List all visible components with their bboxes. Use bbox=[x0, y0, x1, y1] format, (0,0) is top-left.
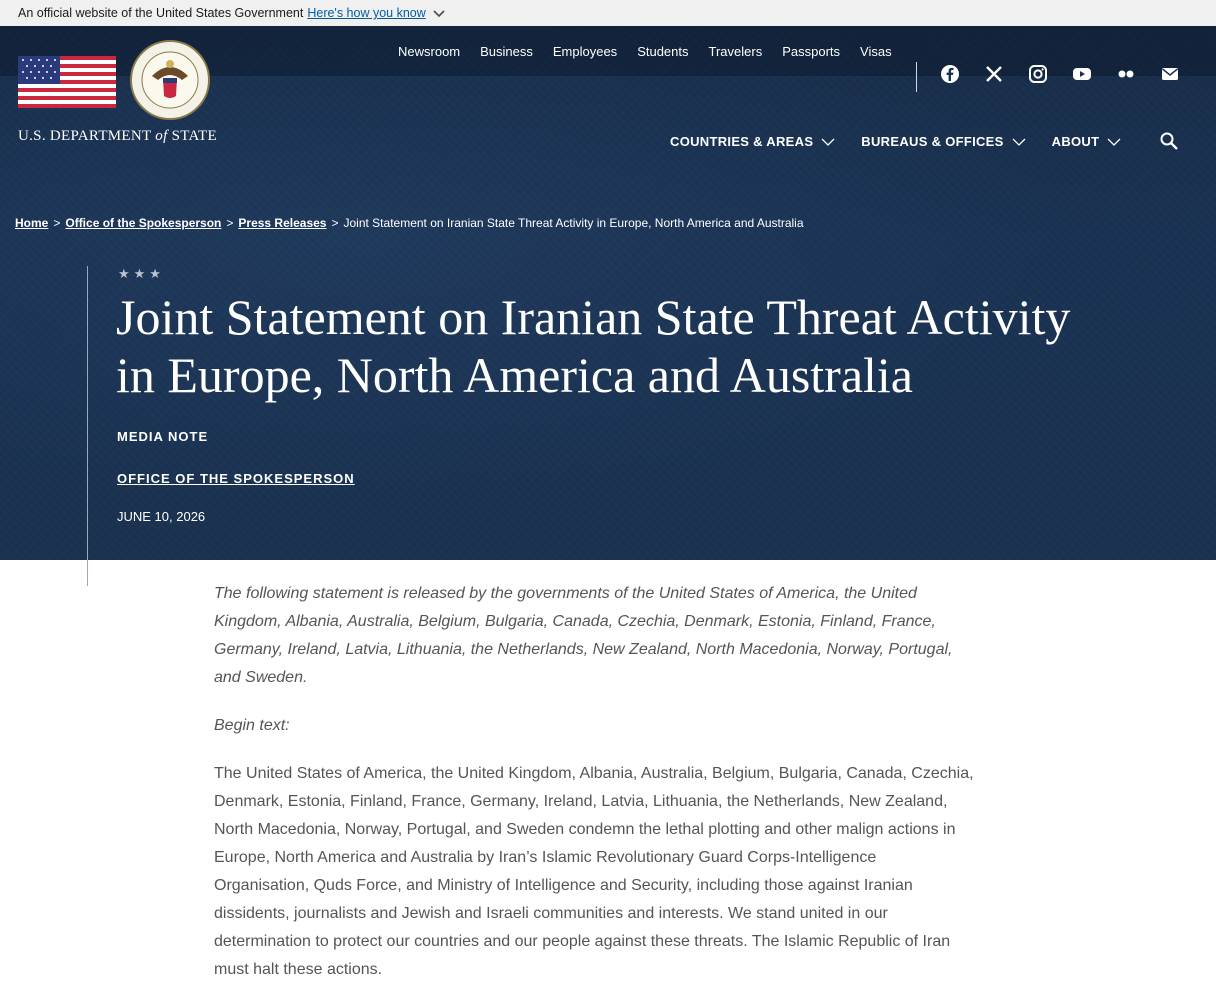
agency-wordmark bbox=[18, 128, 217, 145]
social-links bbox=[940, 64, 1180, 84]
nav-bureaus-label: BUREAUS & OFFICES bbox=[861, 134, 1004, 149]
nav-about-label: ABOUT bbox=[1051, 134, 1100, 149]
nav-students[interactable]: Students bbox=[637, 43, 689, 59]
wordmark-of: of bbox=[155, 128, 168, 144]
chevron-down-icon bbox=[821, 137, 835, 147]
breadcrumb-current: Joint Statement on Iranian State Threat Activity in Europe, North America and Australia bbox=[343, 216, 804, 230]
nav-about[interactable] bbox=[1052, 134, 1122, 149]
breadcrumb: Home > Office of the Spokesperson > Press Releases > Joint Statement on Iranian State Threat Activity in Europe, North America and Australia bbox=[15, 216, 804, 230]
instagram-icon[interactable] bbox=[1028, 64, 1048, 84]
nav-business[interactable]: Business bbox=[480, 43, 533, 59]
article-body bbox=[214, 580, 974, 1004]
us-flag-icon bbox=[18, 56, 116, 108]
facebook-icon[interactable] bbox=[940, 64, 960, 84]
email-icon[interactable] bbox=[1160, 64, 1180, 84]
nav-newsroom[interactable]: Newsroom bbox=[398, 43, 461, 59]
nav-travelers[interactable]: Travelers bbox=[708, 43, 763, 59]
how-you-know-link[interactable]: Here's how you know bbox=[307, 6, 426, 20]
nav-passports[interactable]: Passports bbox=[782, 43, 841, 59]
page-title: Joint Statement on Iranian State Threat Activity in Europe, North America and Australia bbox=[116, 289, 1071, 403]
article-type: MEDIA NOTE bbox=[117, 429, 209, 444]
youtube-icon[interactable] bbox=[1072, 64, 1092, 84]
state-seal-icon bbox=[130, 40, 210, 120]
wordmark-dept: U.S. DEPARTMENT bbox=[18, 128, 152, 144]
breadcrumb-press-releases[interactable]: Press Releases bbox=[238, 216, 327, 230]
body-paragraph: The United States of America, the United Kingdom, Albania, Australia, Belgium, Bulgaria, Canada, Czechia, Denmark, Estonia, Finland, France, Germany, Ireland, Latvia, Lithuania, the Netherlands, New Zealand, North Macedonia, Norway, Portugal, and Sweden condemn the lethal plotting and other malign actions in Europe, North America and Australia by Iran’s Islamic Revolutionary Guard Corps-Intelligence Organisation, Quds Force, and Ministry of Intelligence and Security, including those against Iranian dissidents, journalists and Jewish and Israeli communities and interests. We stand united in our determination to protect our countries and our people against these threats. The Islamic Republic of Iran must halt these actions. bbox=[214, 765, 974, 978]
chevron-down-icon bbox=[1012, 137, 1026, 147]
nav-divider bbox=[916, 62, 917, 92]
nav-countries-label: COUNTRIES & AREAS bbox=[670, 134, 814, 149]
intro-paragraph: The following statement is released by the governments of the United States of America, the United Kingdom, Albania, Australia, Belgium, Bulgaria, Canada, Czechia, Denmark, Estonia, Finland, France, Germany, Ireland, Latvia, Lithuania, the Netherlands, New Zealand, North Macedonia, Norway, Portugal, and Sweden. bbox=[214, 585, 953, 686]
office-link[interactable]: OFFICE OF THE SPOKESPERSON bbox=[117, 471, 355, 486]
nav-bureaus-offices[interactable] bbox=[861, 134, 1025, 149]
utility-nav bbox=[388, 26, 902, 76]
breadcrumb-home[interactable]: Home bbox=[15, 216, 49, 230]
stars-decoration: ★★★ bbox=[118, 266, 165, 281]
begin-text: Begin text: bbox=[214, 717, 290, 734]
main-nav bbox=[670, 134, 1121, 149]
nav-visas[interactable]: Visas bbox=[860, 43, 892, 59]
title-rule bbox=[87, 266, 88, 586]
gov-banner-text: An official website of the United States Government bbox=[18, 6, 304, 20]
flickr-icon[interactable] bbox=[1116, 64, 1136, 84]
wordmark-state: STATE bbox=[171, 128, 217, 144]
chevron-down-icon[interactable] bbox=[432, 6, 446, 20]
nav-employees[interactable]: Employees bbox=[552, 43, 618, 59]
gov-banner bbox=[0, 0, 1216, 26]
site-logo[interactable] bbox=[18, 40, 218, 150]
nav-countries-areas[interactable] bbox=[670, 134, 835, 149]
hero-header bbox=[0, 26, 1216, 560]
search-icon[interactable] bbox=[1159, 131, 1179, 151]
x-icon[interactable] bbox=[984, 64, 1004, 84]
chevron-down-icon bbox=[1107, 137, 1121, 147]
article-date: JUNE 10, 2026 bbox=[117, 509, 206, 524]
breadcrumb-spokesperson[interactable]: Office of the Spokesperson bbox=[65, 216, 222, 230]
